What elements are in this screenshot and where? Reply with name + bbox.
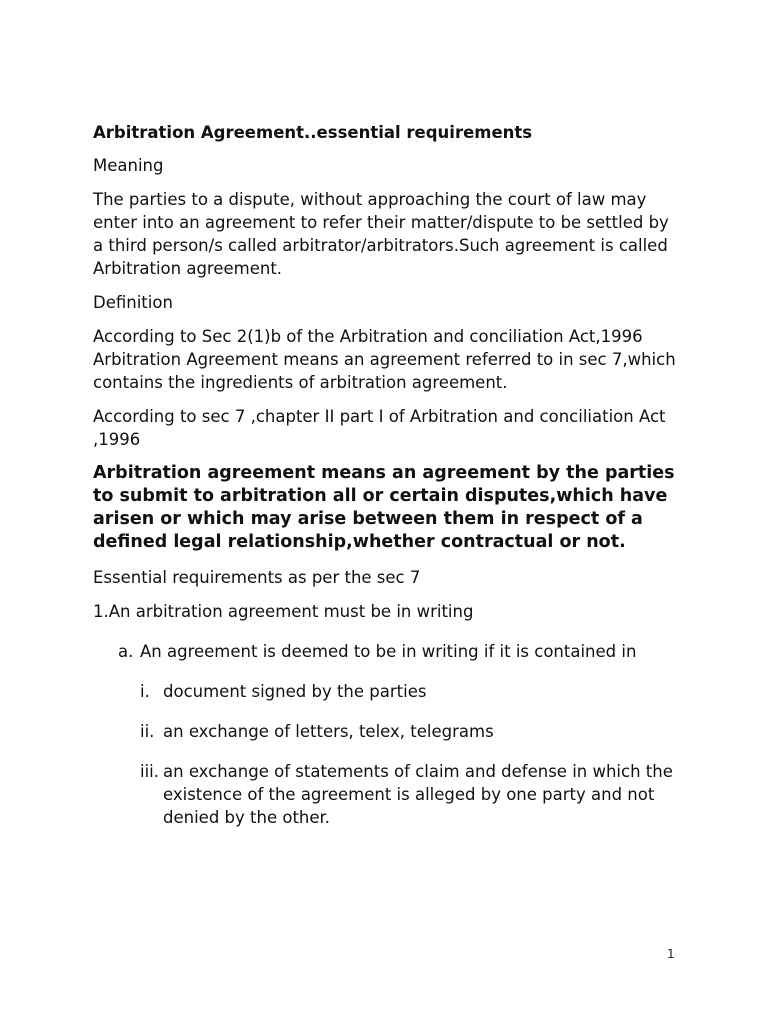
- list-item-i-text: document signed by the parties: [163, 682, 427, 701]
- list-item-iii: [140, 760, 683, 829]
- sec7-reference-paragraph: According to sec 7 ,chapter II part I of Arbitration and conciliation Act ,1996: [93, 407, 666, 449]
- list-item-i: [140, 680, 683, 703]
- list-marker-i: i.: [140, 682, 150, 701]
- page-number: 1: [667, 947, 675, 961]
- list-marker-ii: ii.: [140, 722, 155, 741]
- list-item-a: [118, 640, 683, 663]
- list-item-ii-text: an exchange of letters, telex, telegrams: [163, 722, 494, 741]
- list-item-a-text: An agreement is deemed to be in writing if it is contained in: [140, 642, 637, 661]
- document-body: [93, 121, 683, 846]
- list-marker-a: a.: [118, 642, 134, 661]
- document-title: Arbitration Agreement..essential requirements: [93, 123, 533, 142]
- requirement-1: 1.An arbitration agreement must be in writing: [93, 602, 474, 621]
- list-item-iii-text: an exchange of statements of claim and defense in which the existence of the agreement is alleged by one party and not denied by the other.: [163, 762, 673, 827]
- definition-paragraph: According to Sec 2(1)b of the Arbitration and conciliation Act,1996 Arbitration Agreement means an agreement referred to in sec 7,which contains the ingredients of arbitration agreement.: [93, 327, 676, 392]
- list-marker-iii: iii.: [140, 762, 159, 781]
- definition-heading: Definition: [93, 293, 173, 312]
- essential-requirements-heading: Essential requirements as per the sec 7: [93, 568, 421, 587]
- list-item-ii: [140, 720, 683, 743]
- meaning-paragraph: The parties to a dispute, without approaching the court of law may enter into an agreement to refer their matter/dispute to be settled by a third person/s called arbitrator/arbitrators.Such agreement is called Arbitration agreement.: [93, 190, 669, 278]
- roman-list: [140, 680, 683, 829]
- meaning-heading: Meaning: [93, 156, 164, 175]
- bold-definition-paragraph: Arbitration agreement means an agreement by the parties to submit to arbitration all or certain disputes,which have arisen or which may arise between them in respect of a defined legal relationship,whether contractual or not.: [93, 463, 675, 552]
